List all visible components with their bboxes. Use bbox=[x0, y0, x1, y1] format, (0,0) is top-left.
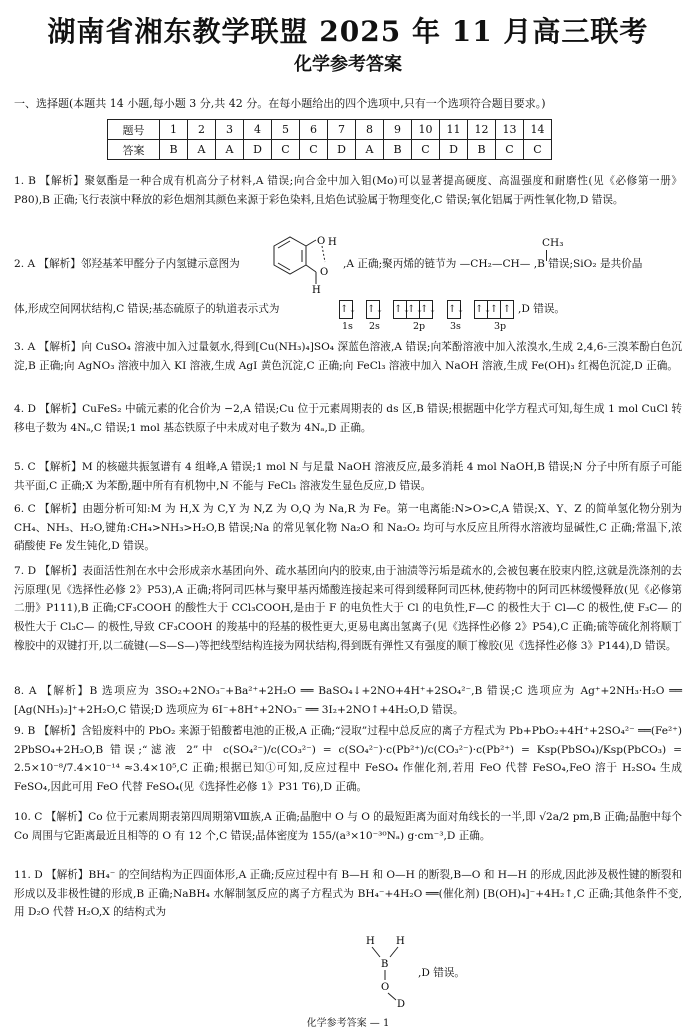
answer-cell: C bbox=[496, 140, 524, 160]
answer-cell: D bbox=[328, 140, 356, 160]
orbital-label: 3s bbox=[450, 321, 461, 332]
explanation-q2-part3: 体,形成空间网状结构,C 错误;基态硫原子的轨道表示式为 bbox=[14, 303, 280, 315]
question-number: 14 bbox=[524, 120, 552, 140]
explanation-q11: 11. D 【解析】BH₄⁻ 的空间结构为正四面体形,A 正确;反应过程中有 B—H 和 O—H 的断裂,B—O 和 H—H 的形成,因此涉及极性键的断裂和形成以及非极性键的形成,B 正确;NaBH₄ 水解制氢反应的离子方程式为 BH₄⁻+4H₂O ══(催化剂) [B(OH)₄]⁻+4H₂↑,C 正确;其他条件不变,用 D₂O 代替 H₂O,X 的结构式为 bbox=[14, 869, 682, 919]
orbital-label: 1s bbox=[342, 321, 353, 332]
answer-cell: C bbox=[524, 140, 552, 160]
explanation-q2-part4: ,D 错误。 bbox=[518, 303, 566, 315]
orbital-3s bbox=[447, 300, 465, 319]
page-title: 湖南省湘东教学联盟 2025 年 11 月高三联考 bbox=[47, 15, 649, 48]
answer-cell: C bbox=[272, 140, 300, 160]
question-number: 10 bbox=[412, 120, 440, 140]
orbital-cell: ↑ bbox=[502, 304, 512, 315]
page-footer: 化学参考答案 — 1 bbox=[306, 1018, 390, 1029]
orbital-1s bbox=[339, 300, 357, 319]
explanation-q2-part1: 2. A 【解析】邻羟基苯甲醛分子内氢键示意图为 bbox=[14, 258, 240, 270]
answer-cell: B bbox=[468, 140, 496, 160]
orbital-3p bbox=[474, 300, 514, 319]
explanation-q2-part2: ,A 正确;聚丙烯的链节为 —CH₂—CH— ,B 错误;SiO₂ 是共价晶 bbox=[343, 258, 643, 270]
section-heading: 一、选择题(本题共 14 小题,每小题 3 分,共 42 分。在每小题给出的四个选项中,只有一个选项符合题目要求。) bbox=[14, 97, 546, 110]
answer-table bbox=[107, 119, 552, 160]
orbital-label: 3p bbox=[494, 321, 507, 332]
explanation-q8: 8. A 【解析】B 选项应为 3SO₂+2NO₃⁻+Ba²⁺+2H₂O ══ BaSO₄↓+2NO+4H⁺+2SO₄²⁻,B 错误;C 选项应为 Ag⁺+2NH₃·H₂O ══ [Ag(NH₃)₂]⁺+2H₂O,C 错误;D 选项应为 6I⁻+8H⁺+2NO₃⁻ ══ 3I₂+2NO↑+4H₂O,D 错误。 bbox=[14, 685, 682, 716]
question-number: 8 bbox=[356, 120, 384, 140]
orbital-cell: ↑↓ bbox=[448, 304, 465, 315]
question-number: 4 bbox=[244, 120, 272, 140]
question-number: 6 bbox=[300, 120, 328, 140]
answer-cell: C bbox=[412, 140, 440, 160]
x-structure-h1: H bbox=[366, 936, 375, 947]
question-number: 9 bbox=[384, 120, 412, 140]
oh-oxygen-label: O bbox=[317, 236, 326, 247]
table-row-answers bbox=[108, 140, 552, 160]
question-number: 2 bbox=[188, 120, 216, 140]
x-structure-d: D bbox=[397, 999, 406, 1008]
salicylaldehyde-structure bbox=[262, 228, 342, 294]
table-row-numbers bbox=[108, 120, 552, 140]
orbital-label: 2p bbox=[413, 321, 426, 332]
question-number: 11 bbox=[440, 120, 468, 140]
polypropylene-ch3-label: CH₃ bbox=[542, 237, 564, 249]
x-structure-diagram bbox=[358, 932, 418, 1008]
question-number: 1 bbox=[160, 120, 188, 140]
answer-cell: C bbox=[300, 140, 328, 160]
orbital-cell: ↑ bbox=[488, 301, 501, 318]
question-number: 13 bbox=[496, 120, 524, 140]
orbital-cell: ↑↓ bbox=[475, 301, 488, 318]
answer-cell: D bbox=[440, 140, 468, 160]
x-structure-h2: H bbox=[396, 936, 405, 947]
orbital-label: 2s bbox=[369, 321, 380, 332]
explanation-q10: 10. C 【解析】Co 位于元素周期表第四周期第Ⅷ族,A 正确;晶胞中 O 与 O 的最短距离为面对角线长的一半,即 √2a/2 pm,B 正确;晶胞中每个 Co 周围与它距离最近且相等的 O 有 12 个,C 错误;晶体密度为 155/(a³×10⁻³⁰Nₐ) g·cm⁻³,D 正确。 bbox=[14, 811, 682, 842]
orbital-cell: ↑↓ bbox=[340, 304, 357, 315]
question-number: 5 bbox=[272, 120, 300, 140]
question-number: 12 bbox=[468, 120, 496, 140]
explanation-q7: 7. D 【解析】表面活性剂在水中会形成亲水基团向外、疏水基团向内的胶束,由于油渍等污垢是疏水的,会被包裹在胶束内腔,这就是洗涤剂的去污原理(见《选择性必修 2》P53),A 正确;将阿司匹林与聚甲基丙烯酸连接起来可得到缓释阿司匹林,使药物中的阿司匹林缓慢释放(见《必修第二册》P111),B 正确;CF₃COOH 的酸性大于 CCl₃COOH,是由于 F 的电负性大于 Cl 的电负性,F—C 的极性大于 Cl—C 的极性,使 F₃C— 的极性大于 Cl₃C— 的极性,导致 CF₃COOH 的羧基中的羟基的极性更大,更易电离出氢离子(见《选择性必修 2》P54),C 正确;硫等硫化剂将顺丁橡胶中的双键打开,以二硫键(—S—S—)等把线型结构连接为网状结构,得到既有弹性又有强度的顺丁橡胶(见《选择性必修 3》P144),D 错误。 bbox=[14, 565, 682, 652]
explanation-q5: 5. C 【解析】M 的核磁共振氢谱有 4 组峰,A 错误;1 mol N 与足量 NaOH 溶液反应,最多消耗 4 mol NaOH,B 错误;N 分子中所有原子可能共平面,C 正确;X 为苯酚,题中所有有机物中,N 不能与 FeCl₃ 溶液发生显色反应,D 错误。 bbox=[14, 461, 682, 492]
table-row-label: 答案 bbox=[108, 140, 160, 160]
explanation-q9: 9. B 【解析】含铅废料中的 PbO₂ 来源于铅酸蓄电池的正极,A 正确;“浸取”过程中总反应的离子方程式为 Pb+PbO₂+4H⁺+2SO₄²⁻ ══(Fe²⁺) 2PbSO₄+2H₂O,B 错误;“滤液 2”中 c(SO₄²⁻)/c(CO₃²⁻) = c(SO₄²⁻)·c(Pb²⁺)/c(CO₃²⁻)·c(Pb²⁺) = Ksp(PbSO₄)/Ksp(PbCO₃) = 2.5×10⁻⁸/7.4×10⁻¹⁴ ≈3.4×10⁵,C 正确;根据已知①可知,反应过程中 FeSO₄ 作催化剂,若用 FeO 代替 FeSO₄,FeO 溶于 H₂SO₄ 生成 FeSO₄,因此可用 FeO 代替 FeSO₄(见《选择性必修 1》P31 T6),D 正确。 bbox=[14, 725, 682, 794]
explanation-q6: 6. C 【解析】由题分析可知:M 为 H,X 为 C,Y 为 N,Z 为 O,Q 为 Na,R 为 Fe。第一电离能:N>O>C,A 错误;X、Y、Z 的简单氢化物分别为 CH₄、NH₃、H₂O,键角:CH₄>NH₃>H₂O,B 错误;Na 的常见氧化物 Na₂O 和 Na₂O₂ 均可与水反应且所得水溶液均显碱性,C 正确;常温下,浓硝酸使 Fe 发生钝化,D 错误。 bbox=[14, 503, 682, 553]
answer-cell: A bbox=[216, 140, 244, 160]
orbital-2s bbox=[366, 300, 384, 319]
aldehyde-oxygen-label: O bbox=[320, 267, 329, 278]
question-number: 7 bbox=[328, 120, 356, 140]
orbital-cell: ↑↓ bbox=[394, 301, 407, 318]
explanation-q1: 1. B 【解析】聚氨酯是一种合成有机高分子材料,A 错误;向合金中加入钼(Mo)可以显著提高硬度、高温强度和耐磨性(见《必修第一册》P80),B 正确;飞行表演中释放的彩色烟剂其颜色来源于彩色染料,且焰色试验属于物理变化,C 错误;氧化铝属于两性氧化物,D 错误。 bbox=[14, 175, 682, 206]
answer-cell: B bbox=[160, 140, 188, 160]
oh-hydrogen-label: H bbox=[328, 237, 337, 248]
aldehyde-hydrogen-label: H bbox=[312, 285, 321, 294]
orbital-cell: ↑↓ bbox=[407, 301, 420, 318]
x-structure-o: O bbox=[381, 982, 390, 993]
orbital-cell: ↑↓ bbox=[420, 304, 437, 315]
question-number: 3 bbox=[216, 120, 244, 140]
explanation-q3: 3. A 【解析】向 CuSO₄ 溶液中加入过量氨水,得到[Cu(NH₃)₄]SO₄ 深蓝色溶液,A 错误;向苯酚溶液中加入浓溴水,生成 2,4,6-三溴苯酚白色沉淀,B 正确;向 AgNO₃ 溶液中加入 KI 溶液,生成 AgI 黄色沉淀,C 正确;向 FeCl₃ 溶液中加入 NaOH 溶液,生成 Fe(OH)₃ 红褐色沉淀,D 正确。 bbox=[14, 341, 682, 372]
answer-cell: D bbox=[244, 140, 272, 160]
x-structure-b: B bbox=[381, 959, 389, 970]
table-row-label: 题号 bbox=[108, 120, 160, 140]
answer-cell: A bbox=[188, 140, 216, 160]
answer-cell: A bbox=[356, 140, 384, 160]
orbital-cell: ↑↓ bbox=[367, 304, 384, 315]
answer-cell: B bbox=[384, 140, 412, 160]
page-subtitle: 化学参考答案 bbox=[294, 54, 402, 75]
explanation-q11-end: ,D 错误。 bbox=[418, 967, 466, 979]
explanation-q4: 4. D 【解析】CuFeS₂ 中硫元素的化合价为 −2,A 错误;Cu 位于元素周期表的 ds 区,B 错误;根据题中化学方程式可知,每生成 1 mol CuCl 转移电子数为 4Nₐ,C 错误;1 mol 基态铁原子中未成对电子数为 4Nₐ,D 正确。 bbox=[14, 403, 682, 434]
orbital-2p bbox=[393, 300, 437, 319]
